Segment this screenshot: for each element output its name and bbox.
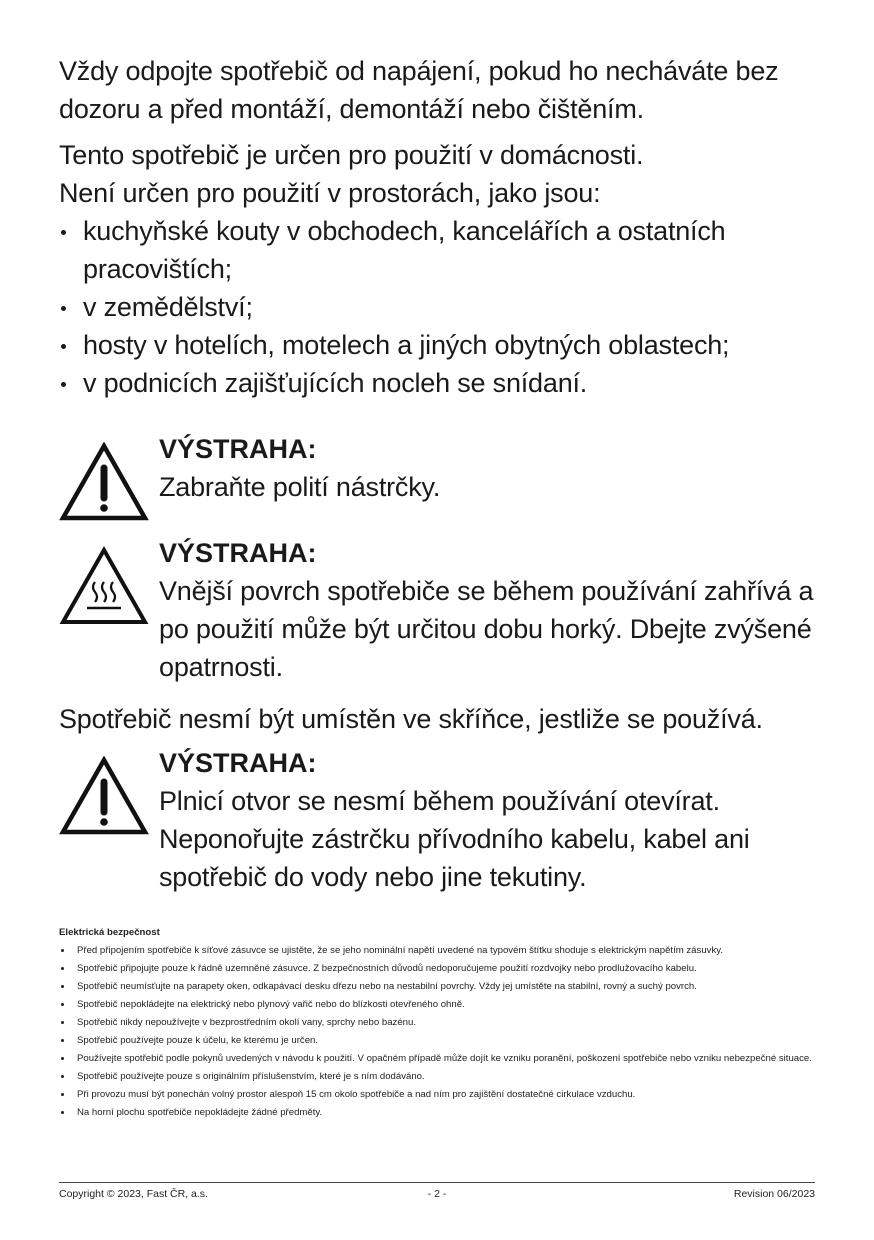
warning-text: Zabraňte polití nástrčky. [159, 472, 441, 502]
list-item: Spotřebič používejte pouze k účelu, ke kterému je určen. [59, 1034, 819, 1048]
warning-text: Plnicí otvor se nesmí během používání otevírat. Neponořujte zástrčku přívodního kabelu, kabel ani spotřebič do vody nebo jine tekutiny. [159, 786, 750, 892]
exclusion-list [59, 212, 819, 402]
warning-text: Vnější povrch spotřebiče se během používání zahřívá a po použití může být určitou dobu horký. Dbejte zvýšené opatrnosti. [159, 576, 814, 682]
revision-text: Revision 06/2023 [733, 1188, 815, 1200]
list-item: hosty v hotelích, motelech a jiných obytných oblastech; [59, 326, 819, 364]
domestic-use-paragraph: Tento spotřebič je určen pro použití v domácnosti. [59, 140, 644, 170]
list-item: Na horní plochu spotřebiče nepokládejte žádné předměty. [59, 1106, 819, 1120]
section-heading: Elektrická bezpečnost [59, 927, 160, 938]
copyright-text: Copyright © 2023, Fast ČR, a.s. [59, 1188, 208, 1200]
list-item: Před připojením spotřebiče k síťové zásuvce se ujistěte, že se jeho nominální napětí uvedené na typovém štítku shoduje s elektrickým napětím zásuvky. [59, 944, 819, 958]
list-item: Spotřebič používejte pouze s originálním příslušenstvím, které je s ním dodáváno. [59, 1070, 819, 1084]
warning-title: VÝSTRAHA: [159, 748, 317, 778]
warning-block-3 [59, 744, 819, 896]
cabinet-note: Spotřebič nesmí být umístěn ve skříňce, jestliže se používá. [59, 704, 763, 734]
warning-title: VÝSTRAHA: [159, 538, 317, 568]
list-item: kuchyňské kouty v obchodech, kancelářích a ostatních pracovištích; [59, 212, 819, 288]
electrical-safety-list [59, 944, 819, 1120]
list-item: Při provozu musí být ponechán volný prostor alespoň 15 cm okolo spotřebiče a nad ním pro zajištění dostatečné cirkulace vzduchu. [59, 1088, 819, 1102]
intro-paragraph: Vždy odpojte spotřebič od napájení, pokud ho necháváte bez dozoru a před montáží, demontáží nebo čištěním. [59, 56, 779, 124]
exclamation-triangle-icon [59, 756, 149, 836]
electrical-safety-section [59, 926, 819, 1120]
not-intended-paragraph: Není určen pro použití v prostorách, jako jsou: [59, 178, 601, 208]
list-item: Spotřebič neumísťujte na parapety oken, odkapávací desku dřezu nebo na nestabilní povrchy. Vždy jej umístěte na stabilní, rovný a suchý povrch. [59, 980, 819, 994]
exclamation-triangle-icon [59, 442, 149, 522]
hot-surface-icon [59, 546, 149, 626]
warning-title: VÝSTRAHA: [159, 434, 317, 464]
warning-block-2 [59, 534, 819, 686]
list-item: Spotřebič připojujte pouze k řádně uzemněné zásuvce. Z bezpečnostních důvodů nedoporučujeme použití rozdvojky nebo prodlužovacího kabelu. [59, 962, 819, 976]
footer-divider [59, 1182, 815, 1183]
page-number: - 2 - [427, 1188, 447, 1200]
document-body [59, 52, 819, 1124]
list-item: v zemědělství; [59, 288, 819, 326]
list-item: Používejte spotřebič podle pokynů uvedených v návodu k použití. V opačném případě může dojít ke vzniku poranění, poškození spotřebiče nebo vzniku nebezpečné situace. [59, 1052, 819, 1066]
warning-block-1 [59, 430, 819, 506]
list-item: v podnicích zajišťujících nocleh se snídaní. [59, 364, 819, 402]
list-item: Spotřebič nikdy nepoužívejte v bezprostředním okolí vany, sprchy nebo bazénu. [59, 1016, 819, 1030]
list-item: Spotřebič nepokládejte na elektrický nebo plynový vařič nebo do blízkosti otevřeného ohně. [59, 998, 819, 1012]
